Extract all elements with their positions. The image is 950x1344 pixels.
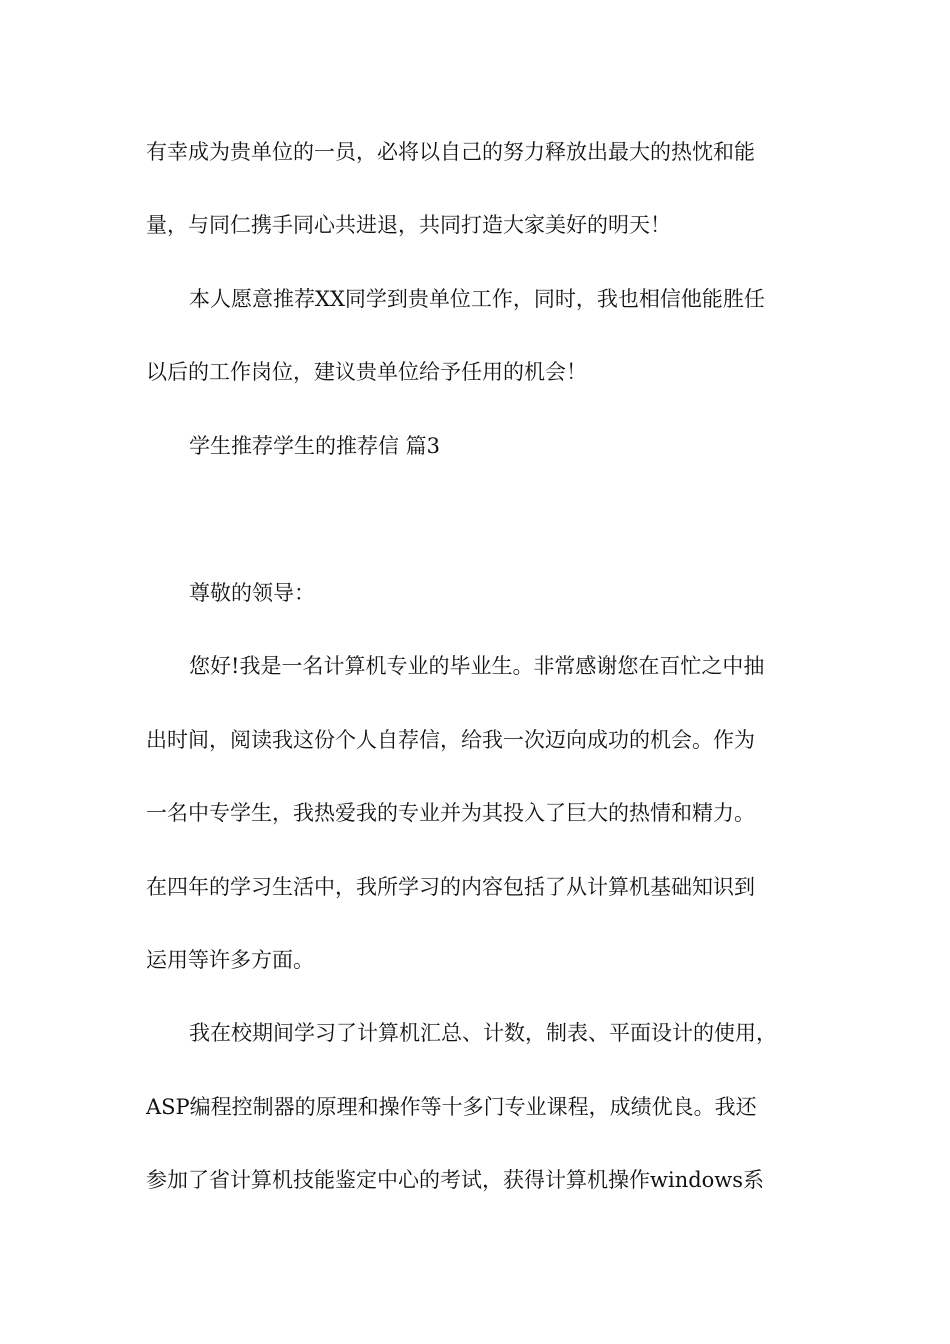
paragraph-line: 您好!我是一名计算机专业的毕业生。非常感谢您在百忙之中抽 — [189, 654, 765, 678]
paragraph-line: 量，与同仁携手同心共进退，共同打造大家美好的明天！ — [146, 213, 671, 237]
paragraph-line: 运用等许多方面。 — [146, 948, 314, 972]
paragraph-line: 在四年的学习生活中，我所学习的内容包括了从计算机基础知识到 — [146, 875, 755, 899]
section-heading: 学生推荐学生的推荐信 篇3 — [189, 434, 441, 458]
paragraph-line: 我在校期间学习了计算机汇总、计数，制表、平面设计的使用， — [189, 1021, 777, 1045]
paragraph-line: ASP编程控制器的原理和操作等十多门专业课程，成绩优良。我还 — [146, 1095, 757, 1119]
salutation: 尊敬的领导： — [189, 581, 315, 605]
paragraph-line: 一名中专学生，我热爱我的专业并为其投入了巨大的热情和精力。 — [146, 801, 755, 825]
paragraph-line: 参加了省计算机技能鉴定中心的考试，获得计算机操作windows系 — [146, 1168, 765, 1192]
paragraph-line: 有幸成为贵单位的一员，必将以自己的努力释放出最大的热忱和能 — [146, 140, 755, 164]
paragraph-line: 以后的工作岗位，建议贵单位给予任用的机会！ — [146, 360, 587, 384]
paragraph-line: 本人愿意推荐XX同学到贵单位工作，同时，我也相信他能胜任 — [189, 287, 765, 311]
paragraph-line: 出时间，阅读我这份个人自荐信，给我一次迈向成功的机会。作为 — [146, 728, 755, 752]
